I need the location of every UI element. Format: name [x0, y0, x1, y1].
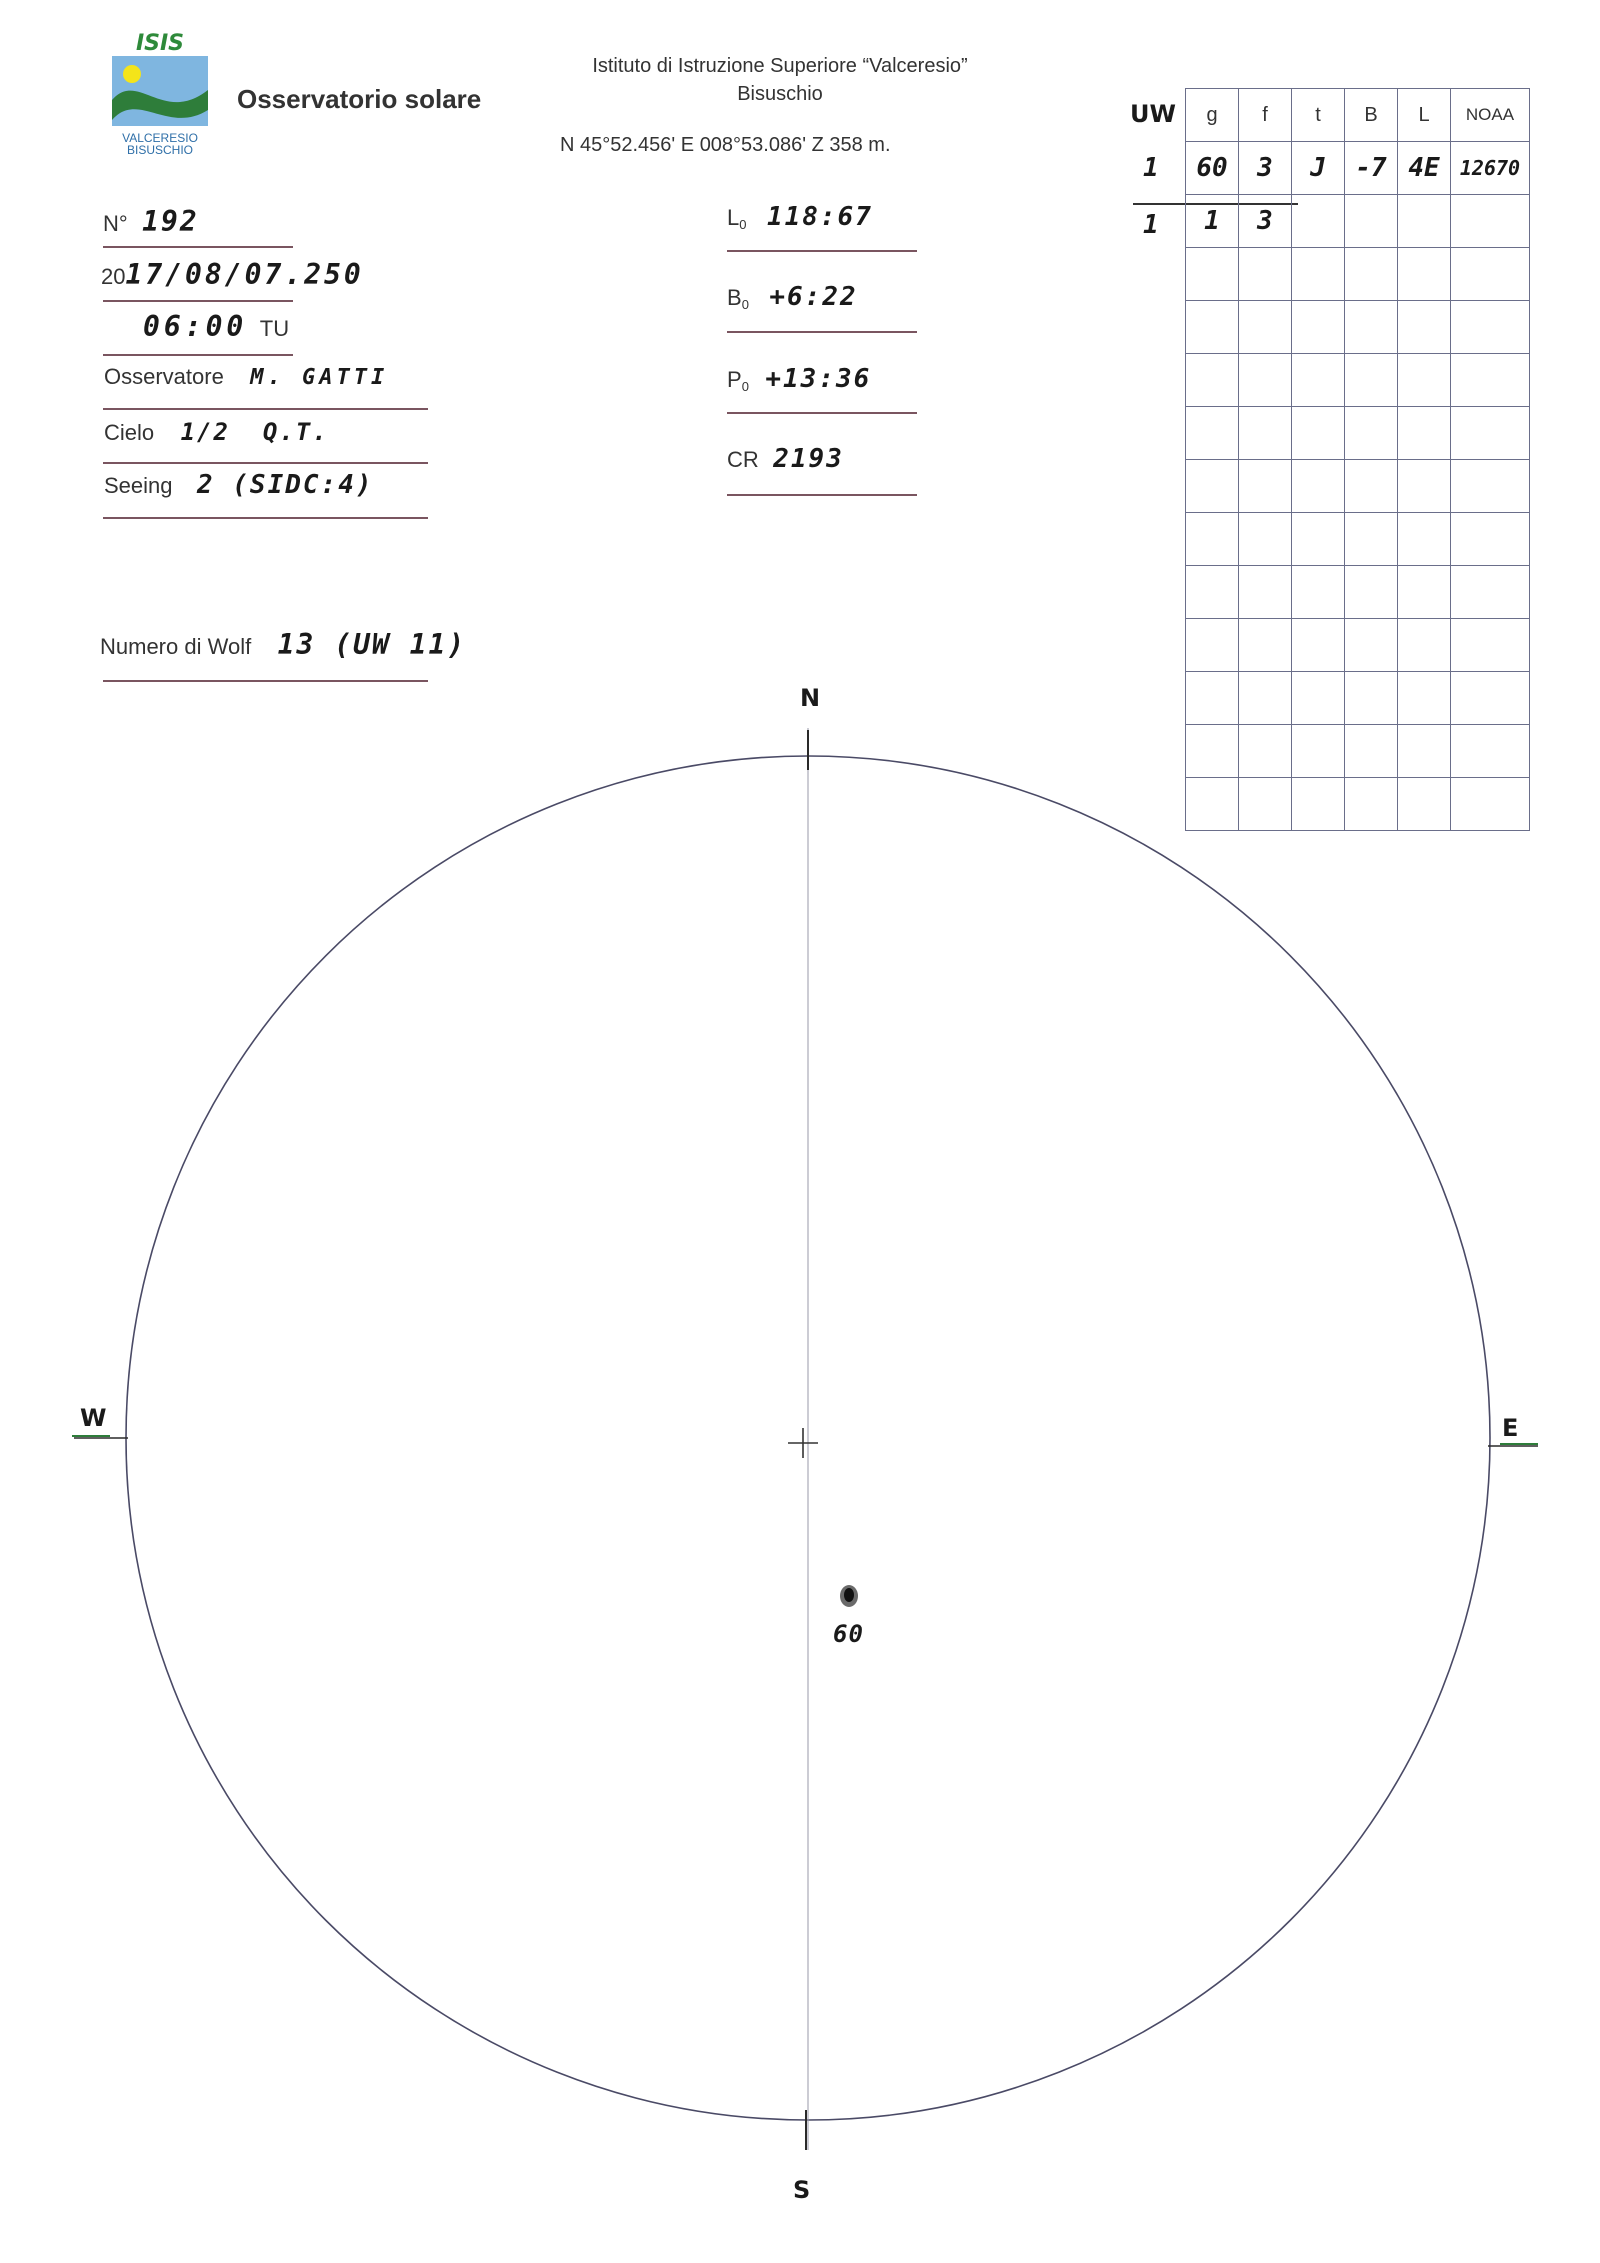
observer-value: M. GATTI: [250, 365, 389, 390]
west-label: W: [80, 1404, 107, 1432]
cell-b: -7: [1345, 142, 1398, 195]
cell-f: 3: [1239, 142, 1292, 195]
cell-l: 4E: [1398, 142, 1451, 195]
time-value: 06:00: [143, 310, 248, 343]
col-header-b: B: [1345, 89, 1398, 142]
logo-text: ISIS: [135, 31, 185, 56]
logo-sub1: VALCERESIO: [122, 131, 198, 145]
cell-g: 60: [1186, 142, 1239, 195]
east-label: E: [1502, 1414, 1519, 1442]
l0-label: L: [727, 205, 740, 230]
logo-sub2: BISUSCHIO: [126, 143, 194, 157]
institute-line1: Istituto di Istruzione Superiore “Valceresio”: [592, 55, 968, 77]
cell-noaa: 12670: [1451, 142, 1530, 195]
p0-sub: 0: [741, 379, 749, 395]
site-coordinates: N 45°52.456' E 008°53.086' Z 358 m.: [560, 134, 891, 156]
wolf-value: 13 (UW 11): [277, 628, 467, 661]
b0-label: B: [727, 285, 742, 310]
uw-header: UW: [1130, 100, 1176, 128]
sunspot-group-label: 60: [833, 1620, 864, 1648]
p0-value: +13:36: [765, 364, 872, 394]
observer-label: Osservatore: [104, 364, 224, 389]
cell-f: 3: [1239, 195, 1292, 248]
time-unit: TU: [259, 316, 290, 341]
p0-label: P: [727, 367, 742, 392]
cell-g: 1: [1186, 195, 1239, 248]
seeing-value: 2 (SIDC:4): [196, 470, 374, 500]
institute-line2: Bisuschio: [737, 83, 823, 105]
number-label: N°: [103, 211, 128, 236]
sky-label: Cielo: [104, 420, 155, 445]
number-value: 192: [142, 205, 199, 238]
uw-row2: 1: [1143, 210, 1161, 240]
sunspot-umbra: [844, 1588, 854, 1602]
wolf-label: Numero di Wolf: [100, 634, 252, 659]
col-header-l: L: [1398, 89, 1451, 142]
col-header-f: f: [1239, 89, 1292, 142]
b0-value: +6:22: [769, 282, 858, 312]
col-header-noaa: NOAA: [1451, 89, 1530, 142]
cr-label: CR: [727, 447, 759, 472]
cell-t: J: [1292, 142, 1345, 195]
uw-row1: 1: [1143, 153, 1161, 183]
col-header-g: g: [1186, 89, 1239, 142]
l0-sub: 0: [739, 217, 747, 233]
south-label: S: [793, 2176, 811, 2204]
seeing-label: Seeing: [104, 473, 173, 498]
date-prefix: 20: [101, 264, 126, 289]
observatory-title: Osservatorio solare: [237, 84, 482, 114]
cr-value: 2193: [773, 444, 844, 474]
date-value: 17/08/07.250: [125, 258, 364, 291]
sky-value: 1/2 Q.T.: [180, 418, 329, 446]
north-label: N: [800, 684, 821, 712]
b0-sub: 0: [741, 297, 749, 313]
col-header-t: t: [1292, 89, 1345, 142]
l0-value: 118:67: [766, 202, 873, 232]
